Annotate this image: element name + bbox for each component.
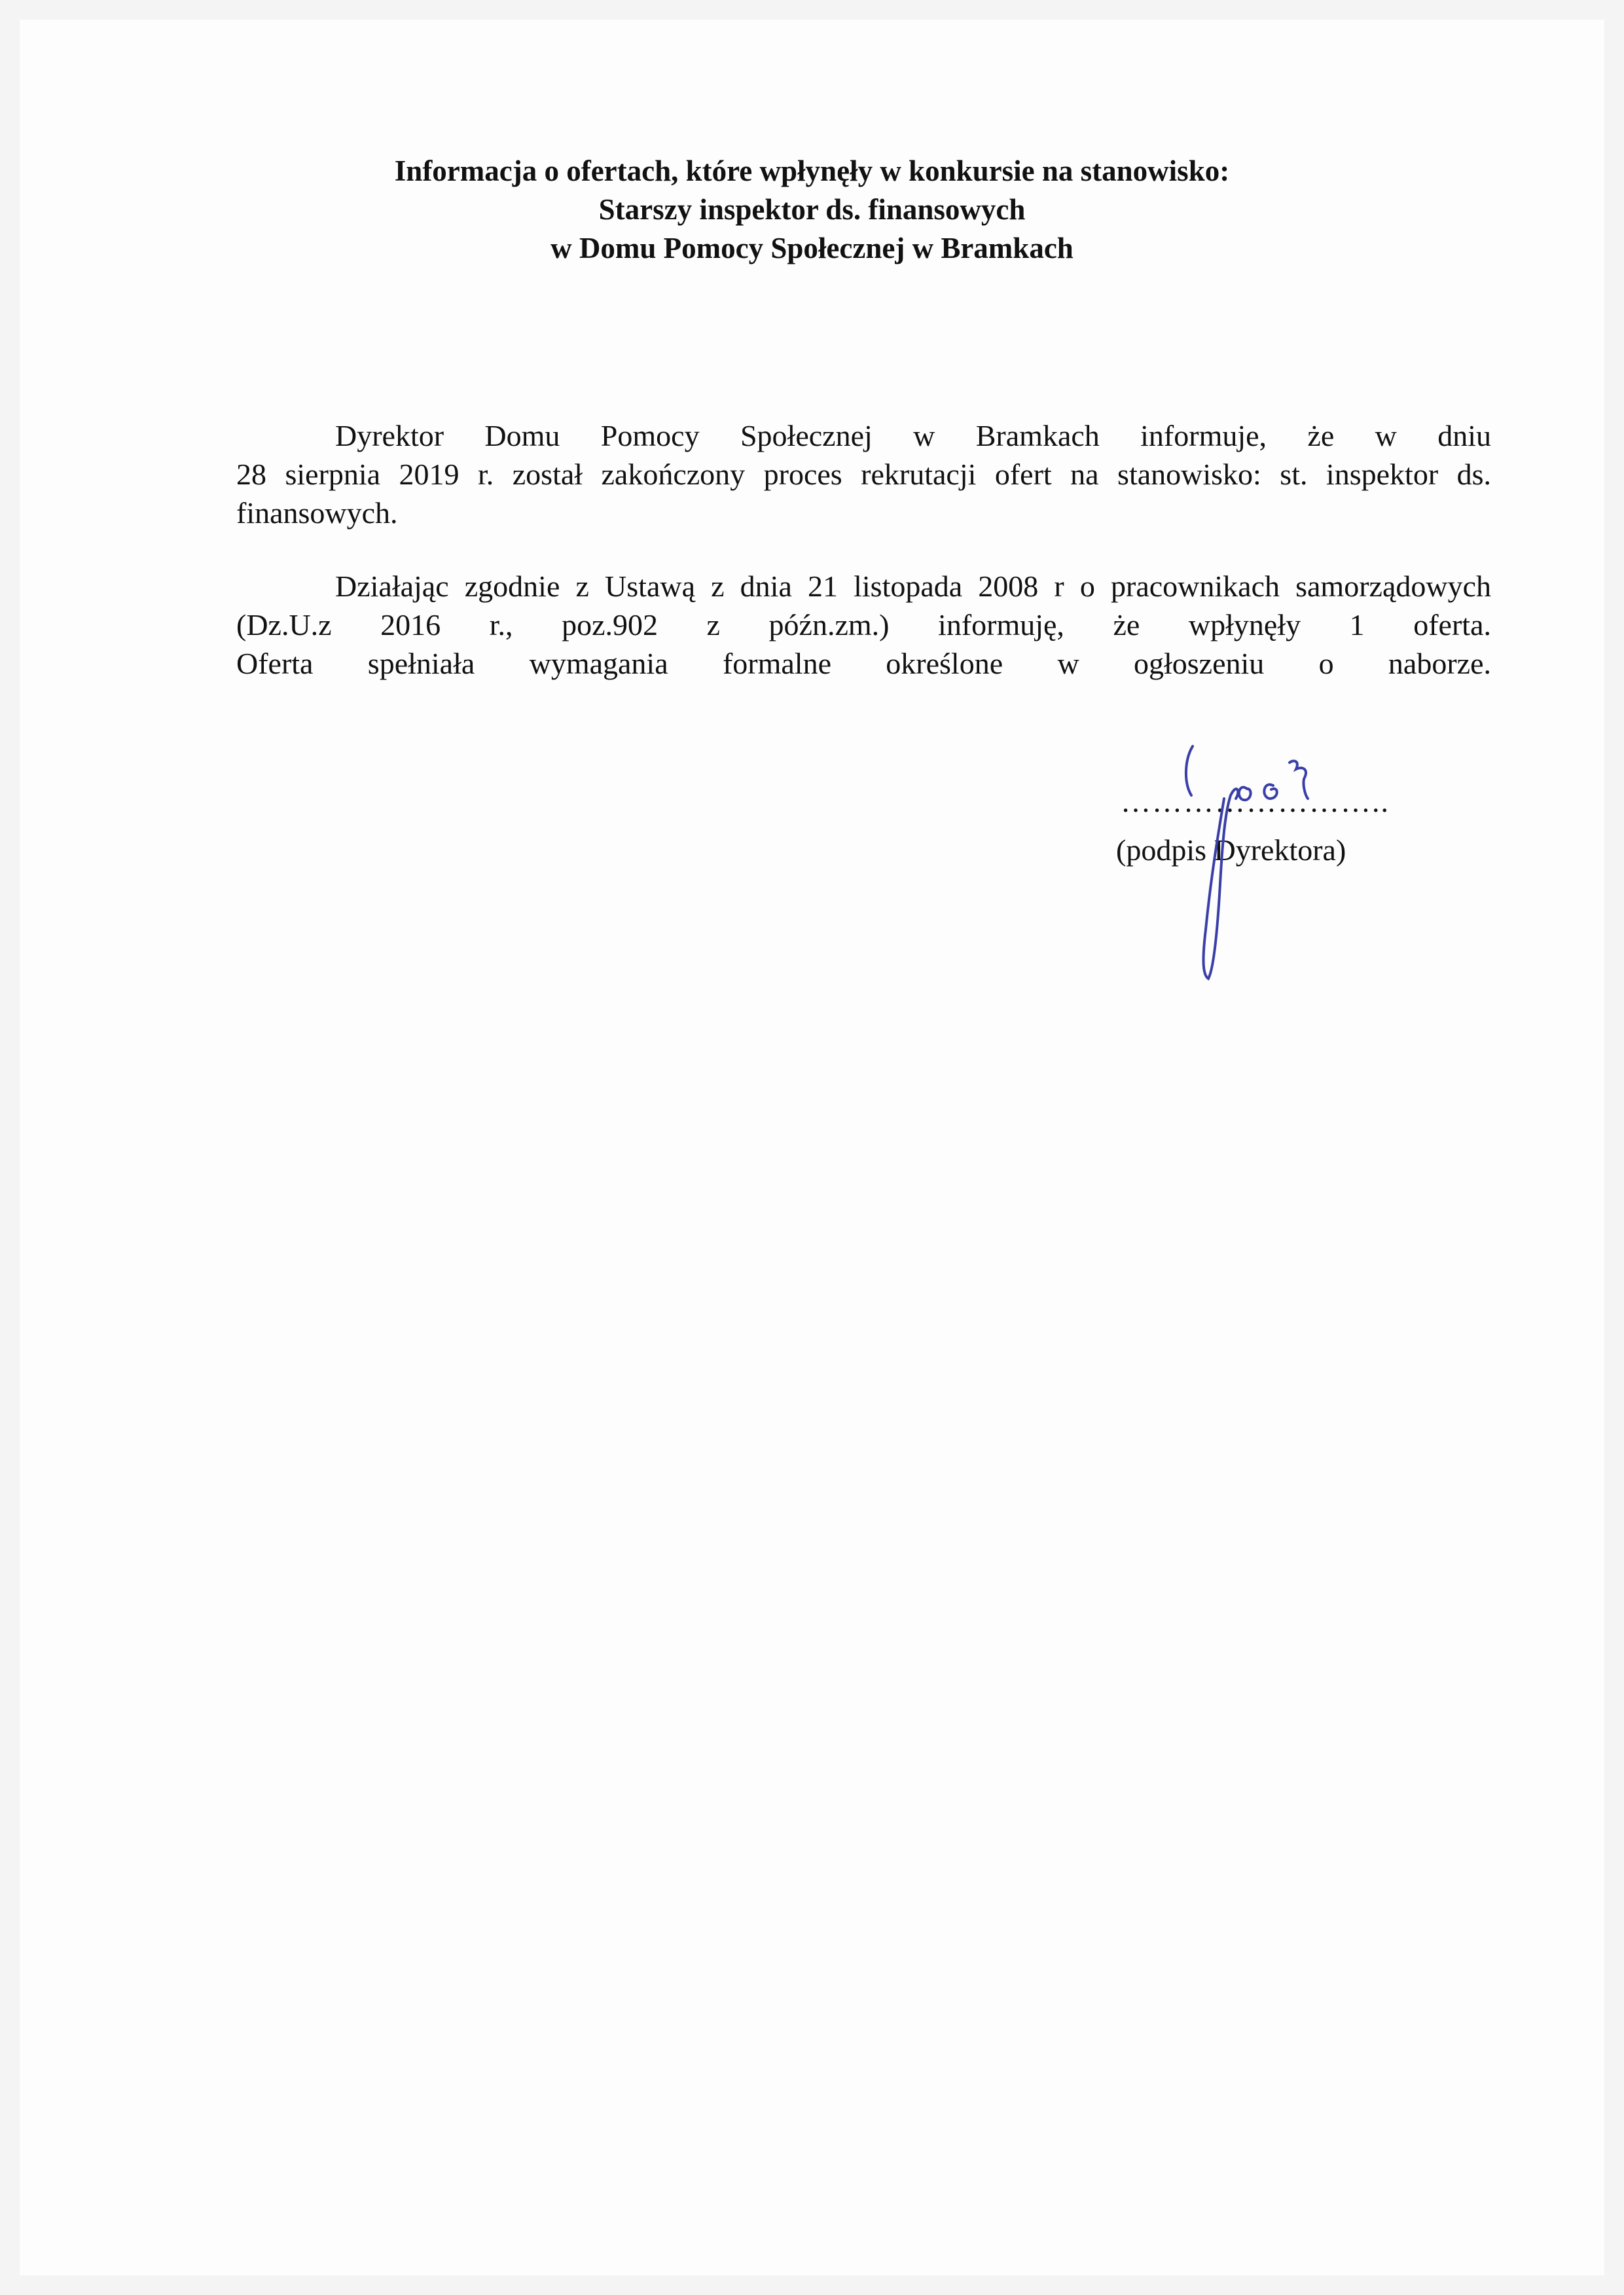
signature-caption: (podpis Dyrektora) xyxy=(1116,833,1346,867)
title-line-1: Informacja o ofertach, które wpłynęły w konkursie na stanowisko: xyxy=(394,154,1230,187)
paragraph-1-line-2: 28 sierpnia 2019 r. został zakończony proces rekrutacji ofert na stanowisko: st. inspektor ds. xyxy=(236,458,1491,491)
handwritten-signature xyxy=(1165,733,1335,995)
document-title xyxy=(0,152,1624,268)
paragraph-1-line-1: Dyrektor Domu Pomocy Społecznej w Bramkach informuje, że w dniu xyxy=(335,419,1491,452)
paragraph-2-line-3: Oferta spełniała wymagania formalne określone w ogłoszeniu o naborze. xyxy=(236,647,1491,680)
paragraph-1-line-3: finansowych. xyxy=(236,496,398,530)
paragraph-1 xyxy=(236,416,1491,532)
paragraph-2-line-1: Działając zgodnie z Ustawą z dnia 21 listopada 2008 r o pracownikach samorządowych xyxy=(335,569,1491,603)
signature-line: …………………….. xyxy=(1121,785,1390,818)
paragraph-2 xyxy=(236,567,1491,683)
paragraph-2-line-2: (Dz.U.z 2016 r., poz.902 z późn.zm.) informuję, że wpłynęły 1 oferta. xyxy=(236,608,1491,642)
title-line-2: Starszy inspektor ds. finansowych xyxy=(598,193,1026,226)
document-page xyxy=(20,20,1604,2275)
title-line-3: w Domu Pomocy Społecznej w Bramkach xyxy=(550,232,1074,264)
